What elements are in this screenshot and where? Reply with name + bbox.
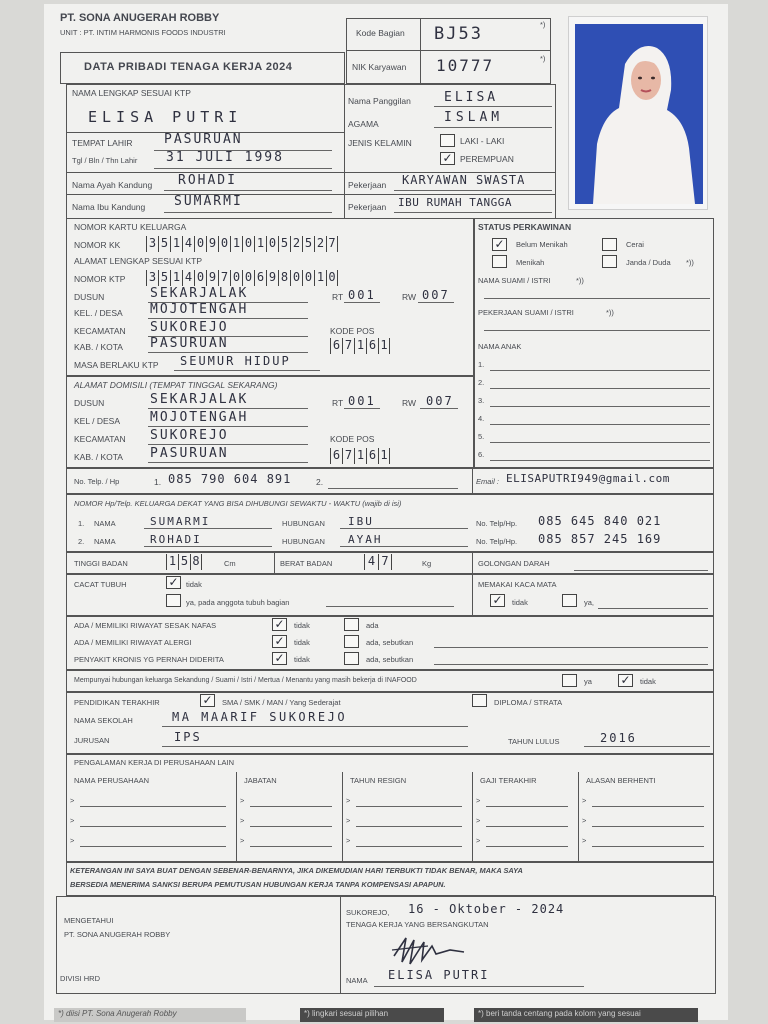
digit-cell: 2: [290, 236, 302, 252]
digit-cell: 1: [378, 338, 390, 354]
pengalaman-row-marker: >: [346, 836, 351, 845]
tinggi-digits: [166, 554, 202, 570]
pengalaman-cell-line[interactable]: [592, 846, 704, 847]
kaca-tidak-label: tidak: [512, 598, 528, 607]
keluarga-title: NOMOR Hp/Telp. KELUARGA DEKAT YANG BISA DIHUBUNGI SEWAKTU - WAKTU (wajib di isi): [74, 499, 402, 508]
cacat-tidak-checkbox[interactable]: ✓: [166, 576, 181, 589]
pengalaman-cell-line[interactable]: [356, 846, 462, 847]
kesehatan-ada-line: [434, 647, 708, 648]
divisi-hrd: DIVISI HRD: [60, 974, 101, 983]
cacat-label: CACAT TUBUH: [74, 580, 127, 589]
hubungan-ya-label: ya: [584, 677, 592, 686]
nomor-kartu-label: NOMOR KARTU KELUARGA: [74, 222, 187, 232]
telp-2-num: 2.: [316, 477, 324, 487]
person-portrait-icon: [575, 24, 703, 204]
belum-menikah-label: Belum Menikah: [516, 240, 568, 249]
kesehatan-question: ADA / MEMILIKI RIWAYAT SESAK NAFAS: [74, 621, 217, 630]
tempat-lahir-label: TEMPAT LAHIR: [72, 138, 133, 148]
digit-cell: 0: [302, 270, 314, 286]
digit-cell: 0: [326, 270, 338, 286]
keluarga-hubungan-line: [340, 528, 468, 529]
digit-cell: 4: [182, 270, 194, 286]
pengalaman-column-divider: [578, 772, 579, 862]
keluarga-nama-label: NAMA: [94, 519, 116, 528]
kesehatan-ada-line: [434, 664, 708, 665]
pengalaman-column-header: JABATAN: [244, 776, 277, 785]
cacat-tidak-label: tidak: [186, 580, 202, 589]
company-name: PT. SONA ANUGERAH ROBBY: [60, 12, 220, 24]
ayah-value: ROHADI: [178, 173, 237, 188]
jurusan-label: JURUSAN: [74, 736, 110, 745]
keluarga-nama-value: ROHADI: [150, 533, 202, 546]
digit-cell: 2: [314, 236, 326, 252]
pengalaman-column-divider: [342, 772, 343, 862]
nama-sekolah-label: NAMA SEKOLAH: [74, 716, 133, 725]
digit-cell: 4: [364, 554, 378, 570]
digit-cell: 8: [190, 554, 202, 570]
keluarga-telp-label: No. Telp/Hp.: [476, 519, 518, 528]
kesehatan-ada-checkbox[interactable]: [344, 652, 359, 665]
keluarga-hubungan-label: HUBUNGAN: [282, 519, 325, 528]
nama-panggilan-label: Nama Panggilan: [348, 96, 411, 106]
keluarga-row-num: 2.: [78, 537, 85, 546]
tempat-lahir-value: PASURUAN: [164, 132, 243, 147]
belum-menikah-checkbox[interactable]: ✓: [492, 238, 507, 251]
digit-cell: 0: [242, 270, 254, 286]
tgl-lahir-label: Tgl / Bln / Thn Lahir: [72, 156, 138, 165]
kesehatan-tidak-label: tidak: [294, 621, 310, 630]
digit-cell: 5: [278, 236, 290, 252]
anak-line: [490, 442, 710, 443]
tahun-lulus-label: TAHUN LULUS: [508, 737, 560, 746]
pengalaman-cell-line[interactable]: [592, 826, 704, 827]
digit-cell: 1: [314, 270, 326, 286]
keluarga-hubungan-line: [340, 546, 468, 547]
pengalaman-column-divider: [236, 772, 237, 862]
jurusan-value: IPS: [174, 730, 202, 744]
cacat-ya-checkbox[interactable]: [166, 594, 181, 607]
pengalaman-row-marker: >: [476, 816, 481, 825]
applicant-photo: [568, 16, 708, 210]
dom-kab-value: PASURUAN: [150, 446, 229, 461]
kesehatan-tidak-label: tidak: [294, 655, 310, 664]
telp-1-value: 085 790 604 891: [168, 472, 292, 486]
hubungan-tidak-checkbox[interactable]: ✓: [618, 674, 633, 687]
agama-value: ISLAM: [444, 110, 504, 125]
pengalaman-row-marker: >: [582, 836, 587, 845]
digit-cell: 1: [254, 236, 266, 252]
digit-cell: 3: [146, 236, 158, 252]
kecamatan-label: KECAMATAN: [74, 326, 126, 336]
nik-label: NIK Karyawan: [352, 62, 407, 72]
pengalaman-cell-line[interactable]: [250, 846, 332, 847]
digit-cell: 7: [326, 236, 338, 252]
pengalaman-cell-line[interactable]: [486, 846, 568, 847]
kab-value: PASURUAN: [150, 336, 229, 351]
footer-note-left: *) diisi PT. Sona Anugerah Robby: [54, 1008, 246, 1022]
nomor-kk-digits: [146, 236, 338, 252]
handwritten-signature-icon: [388, 932, 468, 968]
nama-suami-mark: *)): [576, 276, 584, 285]
cerai-checkbox[interactable]: [602, 238, 617, 251]
digit-cell: 6: [330, 448, 342, 464]
footer-note-middle: *) lingkari sesuai pilihan: [300, 1008, 444, 1022]
digit-cell: 8: [278, 270, 290, 286]
rw-label: RW: [402, 292, 417, 302]
digit-cell: 9: [266, 270, 278, 286]
berat-unit: Kg: [422, 559, 432, 568]
keluarga-hubungan-label: HUBUNGAN: [282, 537, 325, 546]
pengalaman-column-header: ALASAN BERHENTI: [586, 776, 656, 785]
sma-label: SMA / SMK / MAN / Yang Sederajat: [222, 698, 341, 707]
pekerjaan-ibu-value: IBU RUMAH TANGGA: [398, 196, 512, 209]
digit-cell: 1: [354, 338, 366, 354]
signature-date: 16 - Oktober - 2024: [408, 902, 565, 916]
pengalaman-column-header: TAHUN RESIGN: [350, 776, 407, 785]
signature-nama-label: NAMA: [346, 976, 368, 985]
digit-cell: 5: [158, 236, 170, 252]
pengalaman-cell-line[interactable]: [80, 846, 226, 847]
declaration-line2: BERSEDIA MENERIMA SANKSI BERUPA PEMUTUSAN HUBUNGAN KERJA TANPA KOMPENSASI APAPUN.: [70, 880, 446, 889]
footer-note-right: *) beri tanda centang pada kolom yang sesuai: [474, 1008, 698, 1022]
dom-kab-label: KAB. / KOTA: [74, 452, 123, 462]
pengalaman-column-header: GAJI TERAKHIR: [480, 776, 537, 785]
domisili-title: ALAMAT DOMISILI (TEMPAT TINGGAL SEKARANG): [74, 380, 278, 390]
digit-cell: 6: [366, 448, 378, 464]
pengalaman-row-marker: >: [476, 836, 481, 845]
signature-company: PT. SONA ANUGERAH ROBBY: [64, 930, 171, 939]
dom-kode-pos-label: KODE POS: [330, 434, 375, 444]
kesehatan-tidak-label: tidak: [294, 638, 310, 647]
nama-panggilan-value: ELISA: [444, 90, 499, 105]
digit-cell: 5: [178, 554, 190, 570]
status-title: STATUS PERKAWINAN: [478, 222, 572, 232]
kaca-ya-label: ya,: [584, 598, 595, 607]
digit-cell: 6: [330, 338, 342, 354]
pekerjaan-ibu-label: Pekerjaan: [348, 202, 387, 212]
dusun-value: SEKARJALAK: [150, 286, 249, 301]
perempuan-label: PEREMPUAN: [460, 154, 514, 164]
pengalaman-cell-line[interactable]: [80, 806, 226, 807]
agama-label: AGAMA: [348, 119, 379, 129]
anak-number: 3.: [478, 396, 485, 405]
pengalaman-cell-line[interactable]: [356, 826, 462, 827]
digit-cell: 3: [146, 270, 158, 286]
ayah-label: Nama Ayah Kandung: [72, 180, 153, 190]
digit-cell: 7: [342, 338, 354, 354]
digit-cell: 5: [158, 270, 170, 286]
email-value: ELISAPUTRI949@gmail.com: [506, 472, 670, 485]
nama-suami-label: NAMA SUAMI / ISTRI: [478, 276, 551, 285]
alamat-ktp-label: ALAMAT LENGKAP SESUAI KTP: [74, 256, 203, 266]
kode-pos-label: KODE POS: [330, 326, 375, 336]
nomor-ktp-label: NOMOR KTP: [74, 274, 126, 284]
pendidikan-label: PENDIDIKAN TERAKHIR: [74, 698, 160, 707]
keluarga-nama-label: NAMA: [94, 537, 116, 546]
cacat-box: [66, 574, 714, 616]
anak-line: [490, 424, 710, 425]
form-sheet: [44, 4, 728, 1020]
digit-cell: 1: [166, 554, 178, 570]
digit-cell: 6: [366, 338, 378, 354]
hubungan-question: Mempunyai hubungan keluarga Sekandung / Suami / Istri / Mertua / Menantu yang masih bekerja di INAFOOD: [74, 677, 417, 684]
digit-cell: 7: [378, 554, 392, 570]
tahun-lulus-value: 2016: [600, 731, 637, 745]
dom-kecamatan-value: SUKOREJO: [150, 428, 229, 443]
anak-number: 6.: [478, 450, 485, 459]
janda-checkbox[interactable]: [602, 255, 617, 268]
kaca-tidak-checkbox[interactable]: ✓: [490, 594, 505, 607]
dom-rt-label: RT: [332, 398, 344, 408]
digit-cell: 1: [170, 236, 182, 252]
pengalaman-row-marker: >: [240, 836, 245, 845]
desa-value: MOJOTENGAH: [150, 302, 249, 317]
kode-bagian-label: Kode Bagian: [356, 28, 405, 38]
anak-number: 5.: [478, 432, 485, 441]
cerai-label: Cerai: [626, 240, 644, 249]
rt-label: RT: [332, 292, 344, 302]
keluarga-telp-label: No. Telp/Hp.: [476, 537, 518, 546]
digit-cell: 9: [206, 236, 218, 252]
digit-cell: 0: [242, 236, 254, 252]
kesehatan-ada-label: ada, sebutkan: [366, 638, 414, 647]
kesehatan-tidak-checkbox[interactable]: ✓: [272, 635, 287, 648]
pengalaman-title: PENGALAMAN KERJA DI PERUSAHAAN LAIN: [74, 758, 235, 767]
digit-cell: 0: [266, 236, 278, 252]
kesehatan-ada-label: ada, sebutkan: [366, 655, 414, 664]
form-title: DATA PRIBADI TENAGA KERJA 2024: [84, 61, 293, 73]
nama-lengkap-value: ELISA PUTRI: [88, 108, 243, 126]
tinggi-unit: Cm: [224, 559, 236, 568]
dom-kode-pos-digits: [330, 448, 390, 464]
pengalaman-cell-line[interactable]: [250, 826, 332, 827]
hubungan-tidak-label: tidak: [640, 677, 656, 686]
telp-1-num: 1.: [154, 477, 162, 487]
pengalaman-row-marker: >: [346, 796, 351, 805]
dusun-label: DUSUN: [74, 292, 105, 302]
golongan-label: GOLONGAN DARAH: [478, 559, 550, 568]
digit-cell: 0: [194, 236, 206, 252]
kesehatan-tidak-checkbox[interactable]: ✓: [272, 652, 287, 665]
signature-nama-value: ELISA PUTRI: [388, 968, 490, 982]
digit-cell: 5: [302, 236, 314, 252]
kode-bagian-value: BJ53: [434, 24, 483, 44]
anak-line: [490, 370, 710, 371]
keluarga-hubungan-value: AYAH: [348, 533, 383, 546]
tenaga-kerja-label: TENAGA KERJA YANG BERSANGKUTAN: [346, 920, 489, 929]
rt-value: 001: [348, 288, 376, 302]
digit-cell: 0: [290, 270, 302, 286]
pengalaman-cell-line[interactable]: [356, 806, 462, 807]
digit-cell: 1: [170, 270, 182, 286]
pengalaman-column-divider: [472, 772, 473, 862]
kecamatan-value: SUKOREJO: [150, 320, 229, 335]
pengalaman-row-marker: >: [582, 816, 587, 825]
declaration-line1: KETERANGAN INI SAYA BUAT DENGAN SEBENAR-BENARNYA, JIKA DIKEMUDIAN HARI TERBUKTI TIDAK BENAR, MAKA SAYA: [70, 866, 523, 875]
nik-value: 10777: [436, 56, 495, 75]
tinggi-label: TINGGI BADAN: [74, 559, 128, 568]
digit-cell: 7: [218, 270, 230, 286]
pengalaman-cell-line[interactable]: [592, 806, 704, 807]
digit-cell: 6: [254, 270, 266, 286]
digit-cell: 4: [182, 236, 194, 252]
masa-berlaku-value: SEUMUR HIDUP: [180, 354, 291, 368]
jenis-kelamin-label: JENIS KELAMIN: [348, 138, 412, 148]
dom-desa-label: KEL / DESA: [74, 416, 120, 426]
pengalaman-row-marker: >: [476, 796, 481, 805]
keluarga-row-num: 1.: [78, 519, 85, 528]
dom-rw-value: 007: [426, 394, 454, 408]
dom-dusun-label: DUSUN: [74, 398, 105, 408]
kaca-ya-checkbox[interactable]: [562, 594, 577, 607]
dom-rw-label: RW: [402, 398, 417, 408]
keluarga-nama-line: [144, 528, 272, 529]
tgl-lahir-value: 31 JULI 1998: [166, 150, 284, 165]
anak-number: 4.: [478, 414, 485, 423]
anak-line: [490, 406, 710, 407]
pengalaman-row-marker: >: [70, 796, 75, 805]
keluarga-nama-value: SUMARMI: [150, 515, 211, 528]
pengalaman-row-marker: >: [582, 796, 587, 805]
pengalaman-cell-line[interactable]: [250, 806, 332, 807]
pekerjaan-ayah-value: KARYAWAN SWASTA: [402, 173, 526, 187]
nomor-ktp-digits: [146, 270, 338, 286]
pengalaman-row-marker: >: [240, 796, 245, 805]
kesehatan-ada-checkbox[interactable]: [344, 635, 359, 648]
kesehatan-ada-checkbox[interactable]: [344, 618, 359, 631]
pekerjaan-suami-label: PEKERJAAN SUAMI / ISTRI: [478, 308, 574, 317]
kab-label: KAB. / KOTA: [74, 342, 123, 352]
digit-cell: 9: [206, 270, 218, 286]
digit-cell: 0: [218, 236, 230, 252]
digit-cell: 1: [354, 448, 366, 464]
digit-cell: 7: [342, 448, 354, 464]
dom-dusun-value: SEKARJALAK: [150, 392, 249, 407]
hubungan-ya-checkbox[interactable]: [562, 674, 577, 687]
kesehatan-question: PENYAKIT KRONIS YG PERNAH DIDERITA: [74, 655, 224, 664]
nama-lengkap-label: NAMA LENGKAP SESUAI KTP: [72, 88, 191, 98]
nama-sekolah-value: MA MAARIF SUKOREJO: [172, 710, 348, 724]
telp-label: No. Telp. / Hp: [74, 477, 120, 486]
diploma-checkbox[interactable]: [472, 694, 487, 707]
dom-kecamatan-label: KECAMATAN: [74, 434, 126, 444]
berat-digits: [364, 554, 392, 570]
kode-pos-digits: [330, 338, 390, 354]
perempuan-checkbox[interactable]: ✓: [440, 152, 455, 165]
ibu-value: SUMARMI: [174, 194, 243, 209]
laki-checkbox[interactable]: [440, 134, 455, 147]
anak-number: 1.: [478, 360, 485, 369]
nomor-kk-label: NOMOR KK: [74, 240, 121, 250]
company-unit: UNIT : PT. INTIM HARMONIS FOODS INDUSTRI: [60, 28, 226, 37]
digit-cell: 0: [194, 270, 206, 286]
janda-label: Janda / Duda: [626, 258, 671, 267]
dom-rt-value: 001: [348, 394, 376, 408]
kode-bagian-mark: *): [540, 20, 546, 29]
janda-mark: *)): [686, 258, 694, 267]
anak-line: [490, 460, 710, 461]
pengalaman-row-marker: >: [240, 816, 245, 825]
pekerjaan-ayah-label: Pekerjaan: [348, 180, 387, 190]
keluarga-nama-line: [144, 546, 272, 547]
rw-value: 007: [422, 288, 450, 302]
pengalaman-column-header: NAMA PERUSAHAAN: [74, 776, 150, 785]
nik-mark: *): [540, 54, 546, 63]
digit-cell: 1: [378, 448, 390, 464]
digit-cell: 1: [230, 236, 242, 252]
keluarga-hubungan-value: IBU: [348, 515, 374, 528]
ibu-label: Nama Ibu Kandung: [72, 202, 146, 212]
anak-line: [490, 388, 710, 389]
diploma-label: DIPLOMA / STRATA: [494, 698, 563, 707]
nama-anak-label: NAMA ANAK: [478, 342, 522, 351]
sma-checkbox[interactable]: ✓: [200, 694, 215, 707]
menikah-label: Menikah: [516, 258, 545, 267]
kesehatan-question: ADA / MEMILIKI RIWAYAT ALERGI: [74, 638, 192, 647]
signature-place: SUKOREJO,: [346, 908, 390, 917]
mengetahui-label: MENGETAHUI: [64, 916, 114, 925]
pekerjaan-suami-mark: *)): [606, 308, 614, 317]
cacat-ya-label: ya, pada anggota tubuh bagian: [186, 598, 290, 607]
pengalaman-row-marker: >: [70, 816, 75, 825]
berat-label: BERAT BADAN: [280, 559, 333, 568]
digit-cell: 0: [230, 270, 242, 286]
laki-label: LAKI - LAKI: [460, 136, 505, 146]
keluarga-telp-value: 085 857 245 169: [538, 532, 662, 546]
masa-berlaku-label: MASA BERLAKU KTP: [74, 360, 159, 370]
kesehatan-ada-label: ada: [366, 621, 379, 630]
email-label: Email :: [476, 477, 499, 486]
pengalaman-cell-line[interactable]: [486, 826, 568, 827]
pengalaman-row-marker: >: [346, 816, 351, 825]
anak-number: 2.: [478, 378, 485, 387]
kaca-mata-label: MEMAKAI KACA MATA: [478, 580, 557, 589]
desa-label: KEL. / DESA: [74, 308, 123, 318]
dom-desa-value: MOJOTENGAH: [150, 410, 249, 425]
kesehatan-tidak-checkbox[interactable]: ✓: [272, 618, 287, 631]
pengalaman-cell-line[interactable]: [486, 806, 568, 807]
keluarga-telp-value: 085 645 840 021: [538, 514, 662, 528]
pengalaman-row-marker: >: [70, 836, 75, 845]
pengalaman-cell-line[interactable]: [80, 826, 226, 827]
menikah-checkbox[interactable]: [492, 255, 507, 268]
